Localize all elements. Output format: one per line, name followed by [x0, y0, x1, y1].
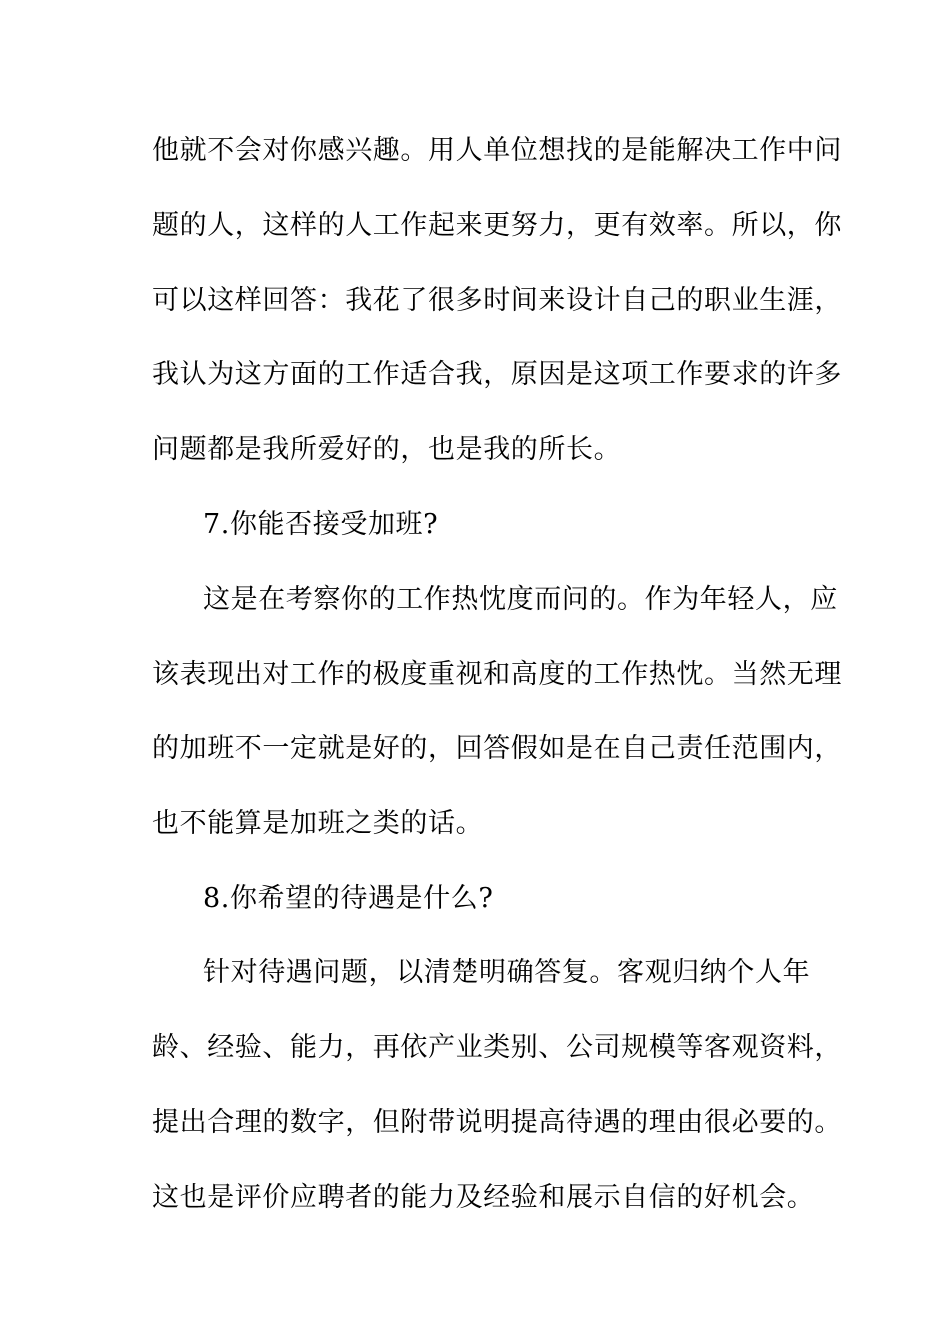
paragraph-line: 该表现出对工作的极度重视和高度的工作热忱。当然无理 — [152, 659, 842, 690]
question-heading-7: 7.你能否接受加班? — [203, 509, 439, 540]
paragraph-line: 可以这样回答：我花了很多时间来设计自己的职业生涯， — [152, 285, 842, 316]
paragraph-line: 龄、经验、能力，再依产业类别、公司规模等客观资料， — [152, 1032, 842, 1063]
paragraph-line: 提出合理的数字，但附带说明提高待遇的理由很必要的。 — [152, 1107, 842, 1138]
paragraph-line: 针对待遇问题，以清楚明确答复。客观归纳个人年 — [203, 957, 811, 988]
paragraph-line: 我认为这方面的工作适合我，原因是这项工作要求的许多 — [152, 359, 842, 390]
paragraph-line: 他就不会对你感兴趣。用人单位想找的是能解决工作中问 — [152, 135, 842, 166]
paragraph-line: 问题都是我所爱好的，也是我的所长。 — [152, 434, 622, 465]
paragraph-line: 也不能算是加班之类的话。 — [152, 808, 484, 839]
paragraph-line: 的加班不一定就是好的，回答假如是在自己责任范围内， — [152, 733, 842, 764]
paragraph-line: 这是在考察你的工作热忱度而问的。作为年轻人，应 — [203, 584, 838, 615]
paragraph-line: 题的人，这样的人工作起来更努力，更有效率。所以，你 — [152, 210, 842, 241]
question-heading-8: 8.你希望的待遇是什么? — [203, 883, 494, 914]
paragraph-line: 这也是评价应聘者的能力及经验和展示自信的好机会。 — [152, 1182, 815, 1213]
